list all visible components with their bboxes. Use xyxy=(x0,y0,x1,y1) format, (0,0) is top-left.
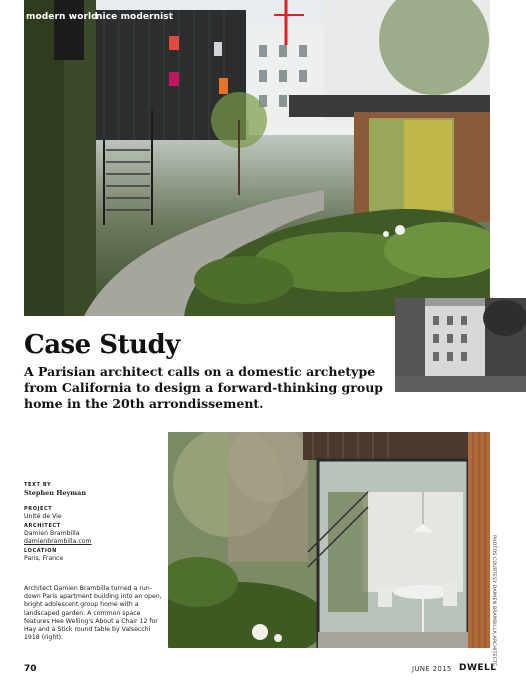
project-label: PROJECT xyxy=(24,506,53,512)
architect-label: ARCHITECT xyxy=(24,523,61,529)
article-deck: A Parisian architect calls on a domestic archetype from California to design a forward-thinking group home in the 20th arrondissement. xyxy=(24,364,384,411)
architect-name: Damien Brambilla xyxy=(24,530,80,537)
inset-photo-illustration xyxy=(395,298,526,392)
architect-link[interactable]: damienbrambilla.com xyxy=(24,538,92,545)
issue-date: JUNE 2015 xyxy=(412,665,452,673)
location-name: Paris, France xyxy=(24,555,64,562)
hero-photo-illustration xyxy=(24,0,490,316)
interior-photo-illustration xyxy=(168,432,490,648)
magazine-name: DWELL xyxy=(459,663,497,673)
page-number: 70 xyxy=(24,664,37,674)
inset-photo-before xyxy=(395,298,526,392)
hero-photo xyxy=(24,0,490,316)
section-label: modern world xyxy=(26,12,98,22)
text-by-label: TEXT BY xyxy=(24,482,52,488)
photo-credit: PHOTOS COURTESY DAMIEN BRAMBILLA ARCHITECTE xyxy=(491,535,496,667)
subsection-label: nice modernist xyxy=(96,12,174,22)
interior-photo xyxy=(168,432,490,648)
photo-caption: Architect Damien Brambilla turned a run-down Paris apartment building into an open, bright adolescent group home with a landscaped garden. A common space features Hee Welling's About a Chair 12 for Hay and a Stick round table by Valsecchi 1918 (right). xyxy=(24,585,162,642)
credits-block xyxy=(24,482,164,565)
author-name: Stephen Heyman xyxy=(24,489,87,497)
project-name: Unité de Vie xyxy=(24,513,62,520)
article-title: Case Study xyxy=(24,330,180,360)
location-label: LOCATION xyxy=(24,548,57,554)
